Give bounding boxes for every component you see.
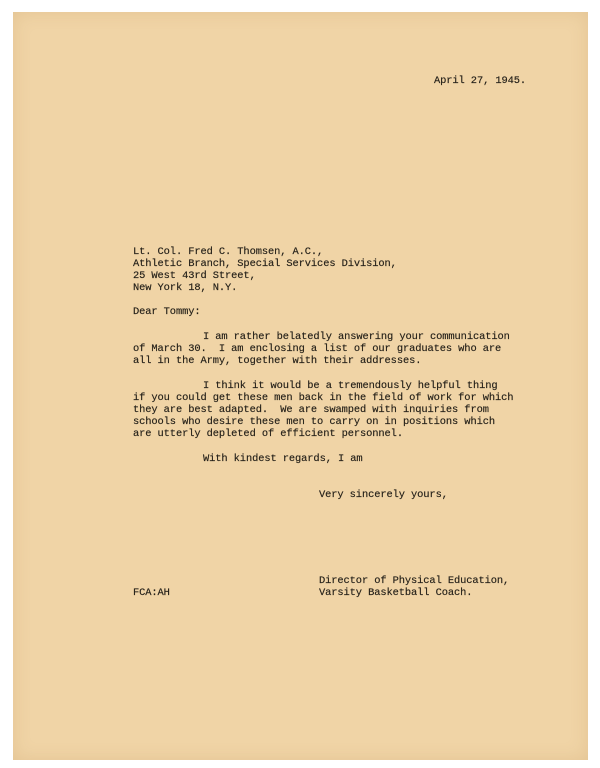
recipient-line-2: Athletic Branch, Special Services Division, (133, 258, 397, 270)
signature-title-2: Varsity Basketball Coach. (319, 587, 473, 599)
paragraph-2-line-5: are utterly depleted of efficient personnel. (133, 428, 403, 440)
paragraph-1-line-2: of March 30. I am enclosing a list of our graduates who are (133, 343, 502, 355)
letter-date: April 27, 1945. (434, 75, 527, 87)
paragraph-2-line-1: I think it would be a tremendously helpful thing (203, 380, 498, 392)
recipient-line-3: 25 West 43rd Street, (133, 270, 256, 282)
paragraph-2-line-2: if you could get these men back in the field of work for which (133, 392, 514, 404)
paragraph-1-line-1: I am rather belatedly answering your communication (203, 331, 510, 343)
paragraph-1-line-3: all in the Army, together with their addresses. (133, 355, 422, 367)
typist-initials: FCA:AH (133, 587, 170, 599)
letter-page (13, 12, 588, 760)
signature-title-1: Director of Physical Education, (319, 575, 510, 587)
salutation: Dear Tommy: (133, 306, 201, 318)
paragraph-2-line-4: schools who desire these men to carry on in positions which (133, 416, 495, 428)
paragraph-2-line-3: they are best adapted. We are swamped with inquiries from (133, 404, 489, 416)
recipient-line-1: Lt. Col. Fred C. Thomsen, A.C., (133, 246, 324, 258)
regards-line: With kindest regards, I am (203, 453, 363, 465)
closing: Very sincerely yours, (319, 489, 448, 501)
recipient-line-4: New York 18, N.Y. (133, 282, 238, 294)
